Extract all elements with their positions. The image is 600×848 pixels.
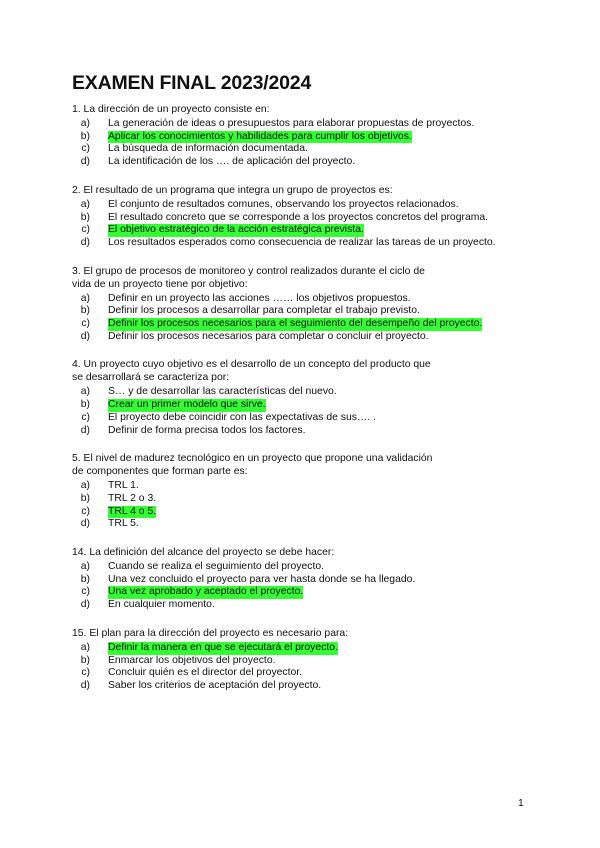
option-letter: b) [80, 492, 90, 504]
option-list [72, 118, 532, 169]
answer-option [72, 318, 532, 331]
answer-option [72, 425, 532, 438]
answer-option [72, 642, 532, 655]
option-letter: d) [80, 599, 90, 611]
answer-option [72, 493, 532, 506]
option-text: Enmarcar los objetivos del proyecto. [108, 654, 276, 666]
answer-option [72, 305, 532, 318]
answer-option [72, 237, 532, 250]
option-letter: d) [80, 424, 90, 436]
option-text: La búsqueda de información documentada. [108, 143, 308, 155]
answer-option [72, 518, 532, 531]
option-text: Definir en un proyecto las acciones …… los objetivos propuestos. [108, 292, 411, 304]
option-letter: a) [80, 292, 90, 304]
answer-option [72, 599, 532, 612]
option-letter: b) [80, 399, 90, 411]
correct-answer-text: Aplicar los conocimientos y habilidades para cumplir los objetivos. [108, 130, 412, 142]
option-text: Una vez concluido el proyecto para ver hasta donde se ha llegado. [108, 573, 416, 585]
option-text: Saber los criterios de aceptación del proyecto. [108, 679, 322, 691]
option-list [72, 293, 532, 344]
option-text: TRL 2 o 3. [108, 492, 157, 504]
option-text: Concluir quién es el director del proyector. [108, 667, 303, 679]
question-text: 2. El resultado de un programa que integra un grupo de proyectos es: [72, 184, 393, 196]
answer-option [72, 586, 532, 599]
question-text [72, 265, 532, 291]
option-letter: a) [80, 118, 90, 129]
answer-option [72, 156, 532, 169]
answer-option [72, 667, 532, 680]
question-text-line: vida de un proyecto tiene por objetivo: [72, 278, 248, 290]
page-number: 1 [518, 798, 524, 809]
answer-option [72, 386, 532, 399]
option-letter: a) [80, 561, 90, 573]
option-letter: a) [80, 480, 90, 492]
option-letter: c) [81, 318, 90, 330]
option-text: TRL 5. [108, 518, 139, 530]
question-text-line: 4. Un proyecto cuyo objetivo es el desarrollo de un concepto del producto que [72, 359, 431, 371]
option-text: La generación de ideas o presupuestos para elaborar propuestas de proyectos. [108, 118, 475, 129]
answer-option [72, 655, 532, 668]
option-letter: d) [80, 679, 90, 691]
option-text: El resultado concreto que se corresponde a los proyectos concretos del programa. [108, 211, 489, 223]
option-letter: a) [80, 386, 90, 398]
answer-option [72, 331, 532, 344]
option-list [72, 642, 532, 693]
option-letter: c) [81, 411, 90, 423]
answer-option [72, 506, 532, 519]
question-text: 15. El plan para la dirección del proyecto es necesario para: [72, 627, 349, 639]
question-7 [72, 627, 532, 693]
answer-option [72, 143, 532, 156]
correct-answer-text: Una vez aprobado y aceptado el proyecto. [108, 586, 304, 598]
option-text: El conjunto de resultados comunes, observando los proyectos relacionados. [108, 198, 459, 210]
option-list [72, 386, 532, 437]
option-text: La identificación de los …. de aplicación del proyecto. [108, 156, 356, 168]
option-list [72, 199, 532, 250]
answer-option [72, 118, 532, 131]
option-letter: a) [80, 641, 90, 653]
answer-option [72, 399, 532, 412]
answer-option [72, 574, 532, 587]
option-letter: c) [81, 586, 90, 598]
option-letter: d) [80, 236, 90, 248]
answer-option [72, 412, 532, 425]
question-text-line: 3. El grupo de procesos de monitoreo y control realizados durante el ciclo de [72, 265, 425, 277]
question-text: 1. La dirección de un proyecto consiste en: [72, 104, 270, 115]
question-text: 14. La definición del alcance del proyecto se debe hacer: [72, 547, 335, 559]
option-letter: b) [80, 130, 90, 142]
option-text: Definir los procesos a desarrollar para completar el trabajo previsto. [108, 305, 420, 317]
option-letter: d) [80, 330, 90, 342]
option-letter: d) [80, 156, 90, 168]
option-list [72, 561, 532, 612]
exam-page [72, 72, 532, 708]
option-letter: c) [81, 143, 90, 155]
option-text: Definir los procesos necesarios para completar o concluir el proyecto. [108, 330, 429, 342]
option-text: En cualquier momento. [108, 599, 215, 611]
question-text-line: 5. El nivel de madurez tecnológico en un proyecto que propone una validación [72, 453, 433, 465]
exam-title: EXAMEN FINAL 2023/2024 [72, 72, 312, 94]
option-letter: b) [80, 211, 90, 223]
question-3 [72, 265, 532, 344]
correct-answer-text: TRL 4 o 5. [108, 505, 157, 517]
option-text: S… y de desarrollar las características del nuevo. [108, 386, 337, 398]
option-letter: b) [80, 654, 90, 666]
answer-option [72, 680, 532, 693]
option-text: Cuando se realiza el seguimiento del proyecto. [108, 561, 325, 573]
question-6 [72, 546, 532, 612]
answer-option [72, 480, 532, 493]
correct-answer-text: Crear un primer modelo que sirve. [108, 399, 266, 411]
question-text-line: de componentes que forman parte es: [72, 466, 248, 478]
option-letter: c) [81, 224, 90, 236]
question-list [72, 103, 532, 693]
option-text: TRL 1. [108, 480, 139, 492]
answer-option [72, 561, 532, 574]
question-text-line: se desarrollará se caracteriza por: [72, 372, 230, 384]
option-letter: c) [81, 505, 90, 517]
answer-option [72, 224, 532, 237]
correct-answer-text: El objetivo estratégico de la acción estratégica prevista. [108, 224, 364, 236]
answer-option [72, 131, 532, 144]
answer-option [72, 293, 532, 306]
option-list [72, 480, 532, 531]
option-letter: b) [80, 573, 90, 585]
option-text: El proyecto debe coincidir con las expectativas de sus…. . [108, 411, 376, 423]
option-text: Definir de forma precisa todos los factores. [108, 424, 306, 436]
answer-option [72, 212, 532, 225]
question-2 [72, 184, 532, 250]
option-letter: d) [80, 518, 90, 530]
option-letter: b) [80, 305, 90, 317]
correct-answer-text: Definir los procesos necesarios para el seguimiento del desempeño del proyecto. [108, 318, 483, 330]
question-4 [72, 358, 532, 437]
correct-answer-text: Definir la manera en que se ejecutará el proyecto. [108, 641, 338, 653]
answer-option [72, 199, 532, 212]
question-text [72, 452, 532, 478]
question-text [72, 358, 532, 384]
question-1 [72, 103, 532, 169]
option-letter: c) [81, 667, 90, 679]
question-5 [72, 452, 532, 531]
option-text: Los resultados esperados como consecuencia de realizar las tareas de un proyecto. [108, 236, 496, 248]
option-letter: a) [80, 198, 90, 210]
